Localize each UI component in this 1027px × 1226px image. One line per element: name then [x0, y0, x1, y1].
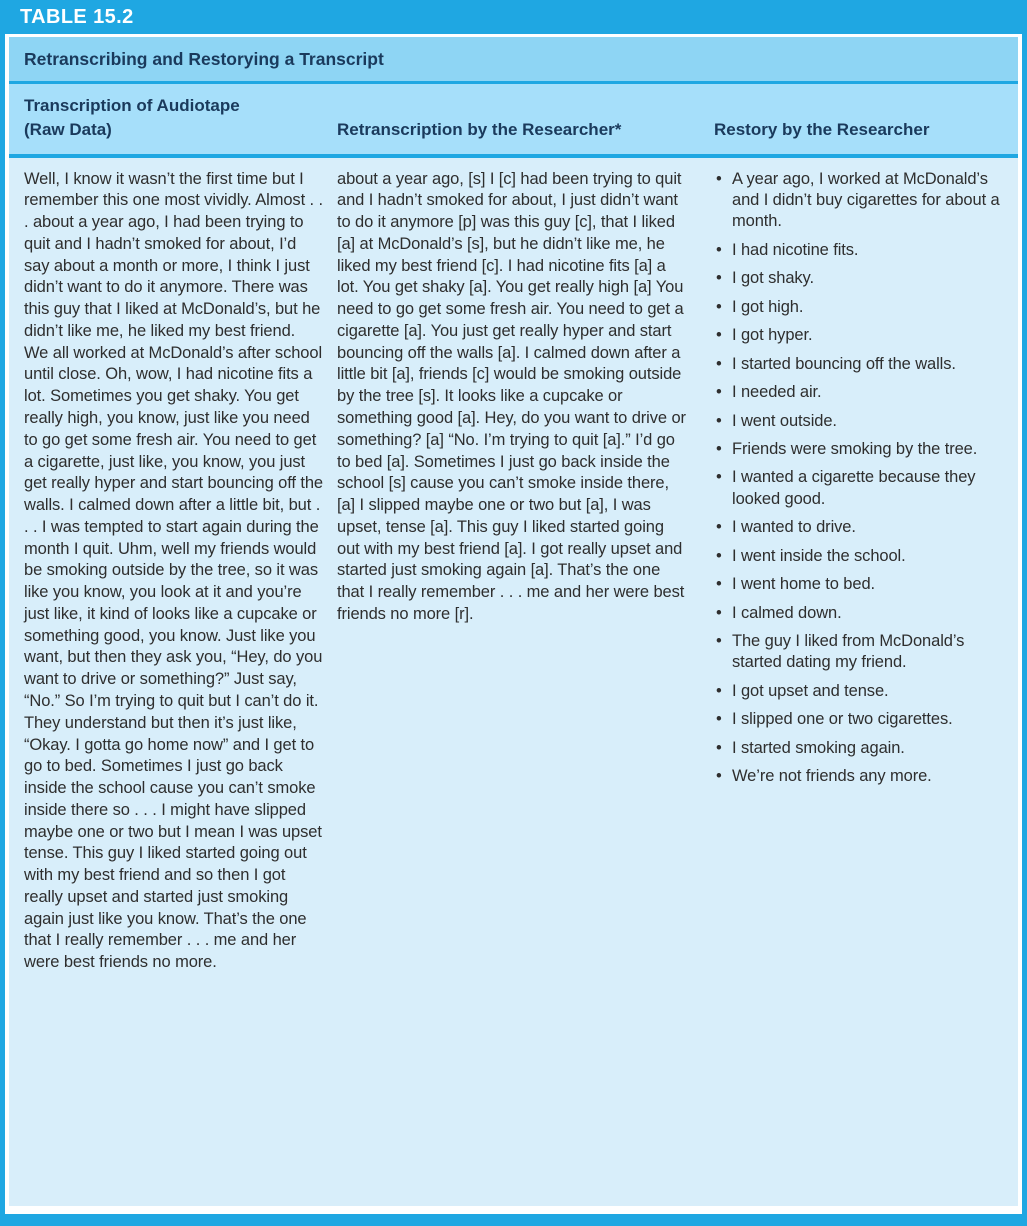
restory-list [714, 169, 1000, 788]
restory-item: • I went outside. [714, 411, 1000, 432]
restory-item: • I started smoking again. [714, 738, 1000, 759]
restory-item: • I got high. [714, 297, 1000, 318]
restory-column [714, 169, 1000, 1206]
retranscription-column: about a year ago, [s] I [c] had been trying to quit and I hadn’t smoked for about, I just didn’t want to do it anymore [p] was this guy [c], that I liked [a] at McDonald’s [s], but he didn’t like me, he liked my best friend [c]. I had nicotine fits [a] a lot. You get shaky [a]. You get really high [a] You need to go get some fresh air. You need to get a cigarette [a]. You just get really hyper and start bouncing off the walls [a]. I calmed down after a little bit [a], friends [c] would be smoking outside by the tree [s]. It looks like a cupcake or something good [a]. Hey, do you want to drive or something? [a] “No. I’m trying to quit [a].” I’d go to bed [a]. Sometimes I just go back inside the school [s] cause you can’t smoke inside there, [a] I slipped maybe one or two but [a], I was upset, tense [a]. This guy I liked started going out with my best friend [a]. I got really upset and started just smoking again [a]. That’s the one that I really remember . . . me and her were best friends no more [r]. [337, 169, 686, 623]
restory-item: • I had nicotine fits. [714, 240, 1000, 261]
restory-item: • I needed air. [714, 382, 1000, 403]
restory-item: • I calmed down. [714, 603, 1000, 624]
table-number-bar [5, 0, 1022, 34]
table-body [9, 158, 1018, 1206]
restory-item: • I got shaky. [714, 268, 1000, 289]
restory-item: • I went home to bed. [714, 574, 1000, 595]
table-inner [5, 34, 1022, 1214]
column-header-raw-data-line1: Transcription of Audiotape [24, 96, 240, 115]
restory-item: • I wanted a cigarette because they looked good. [714, 467, 1000, 510]
restory-item: • I slipped one or two cigarettes. [714, 709, 1000, 730]
restory-item: • Friends were smoking by the tree. [714, 439, 1000, 460]
table-number: TABLE 15.2 [20, 5, 134, 28]
restory-item: • I got hyper. [714, 325, 1000, 346]
restory-item: • We’re not friends any more. [714, 766, 1000, 787]
raw-data-column: Well, I know it wasn’t the first time but I remember this one most vividly. Almost . . . about a year ago, I had been trying to quit and I hadn’t smoked for about, I’d say about a month or more, I think I just didn’t want to do it anymore. There was this guy that I liked at McDonald’s, but he didn’t like me, he liked my best friend. We all worked at McDonald’s after school until close. Oh, wow, I had nicotine fits a lot. Sometimes you get shaky. You get really high, you know, just like you need to go get some fresh air. You need to get a cigarette, just like, you know, you just get really hyper and start bouncing off the walls. I calmed down after a little bit, but . . . I was tempted to start again during the month I quit. Uhm, well my friends would be smoking outside by the tree, so it was like you know, you look at it and you’re just like, it kind of looks like a cupcake or something good, you know. Just like you want, but then they ask you, “Hey, do you want to drive or something?” Just say, “No.” So I’m trying to quit but I can’t do it. They understand but then it’s just like, “Okay. I gotta go home now” and I get to go to bed. Sometimes I just go back inside the school cause you can’t smoke inside there so . . . I might have slipped maybe one or two but I mean I was upset tense. This guy I liked started going out with my best friend and so then I got really upset and started just smoking again just like you know. That’s the one that I really remember . . . me and her were best friends no more. [24, 169, 324, 972]
table-title-bar [9, 37, 1018, 81]
restory-item: • I started bouncing off the walls. [714, 354, 1000, 375]
column-header-row [9, 84, 1018, 154]
restory-item: • The guy I liked from McDonald’s started dating my friend. [714, 631, 1000, 674]
column-header-raw-data [24, 94, 323, 142]
restory-item: • I wanted to drive. [714, 517, 1000, 538]
restory-item: • A year ago, I worked at McDonald’s and I didn’t buy cigarettes for about a month. [714, 169, 1000, 233]
table-title: Retranscribing and Restorying a Transcript [24, 48, 384, 69]
column-header-restory: Restory by the Researcher [714, 119, 930, 139]
restory-item: • I went inside the school. [714, 546, 1000, 567]
column-header-retranscription: Retranscription by the Researcher* [337, 119, 622, 139]
column-header-raw-data-line2: (Raw Data) [24, 119, 112, 139]
restory-item: • I got upset and tense. [714, 681, 1000, 702]
